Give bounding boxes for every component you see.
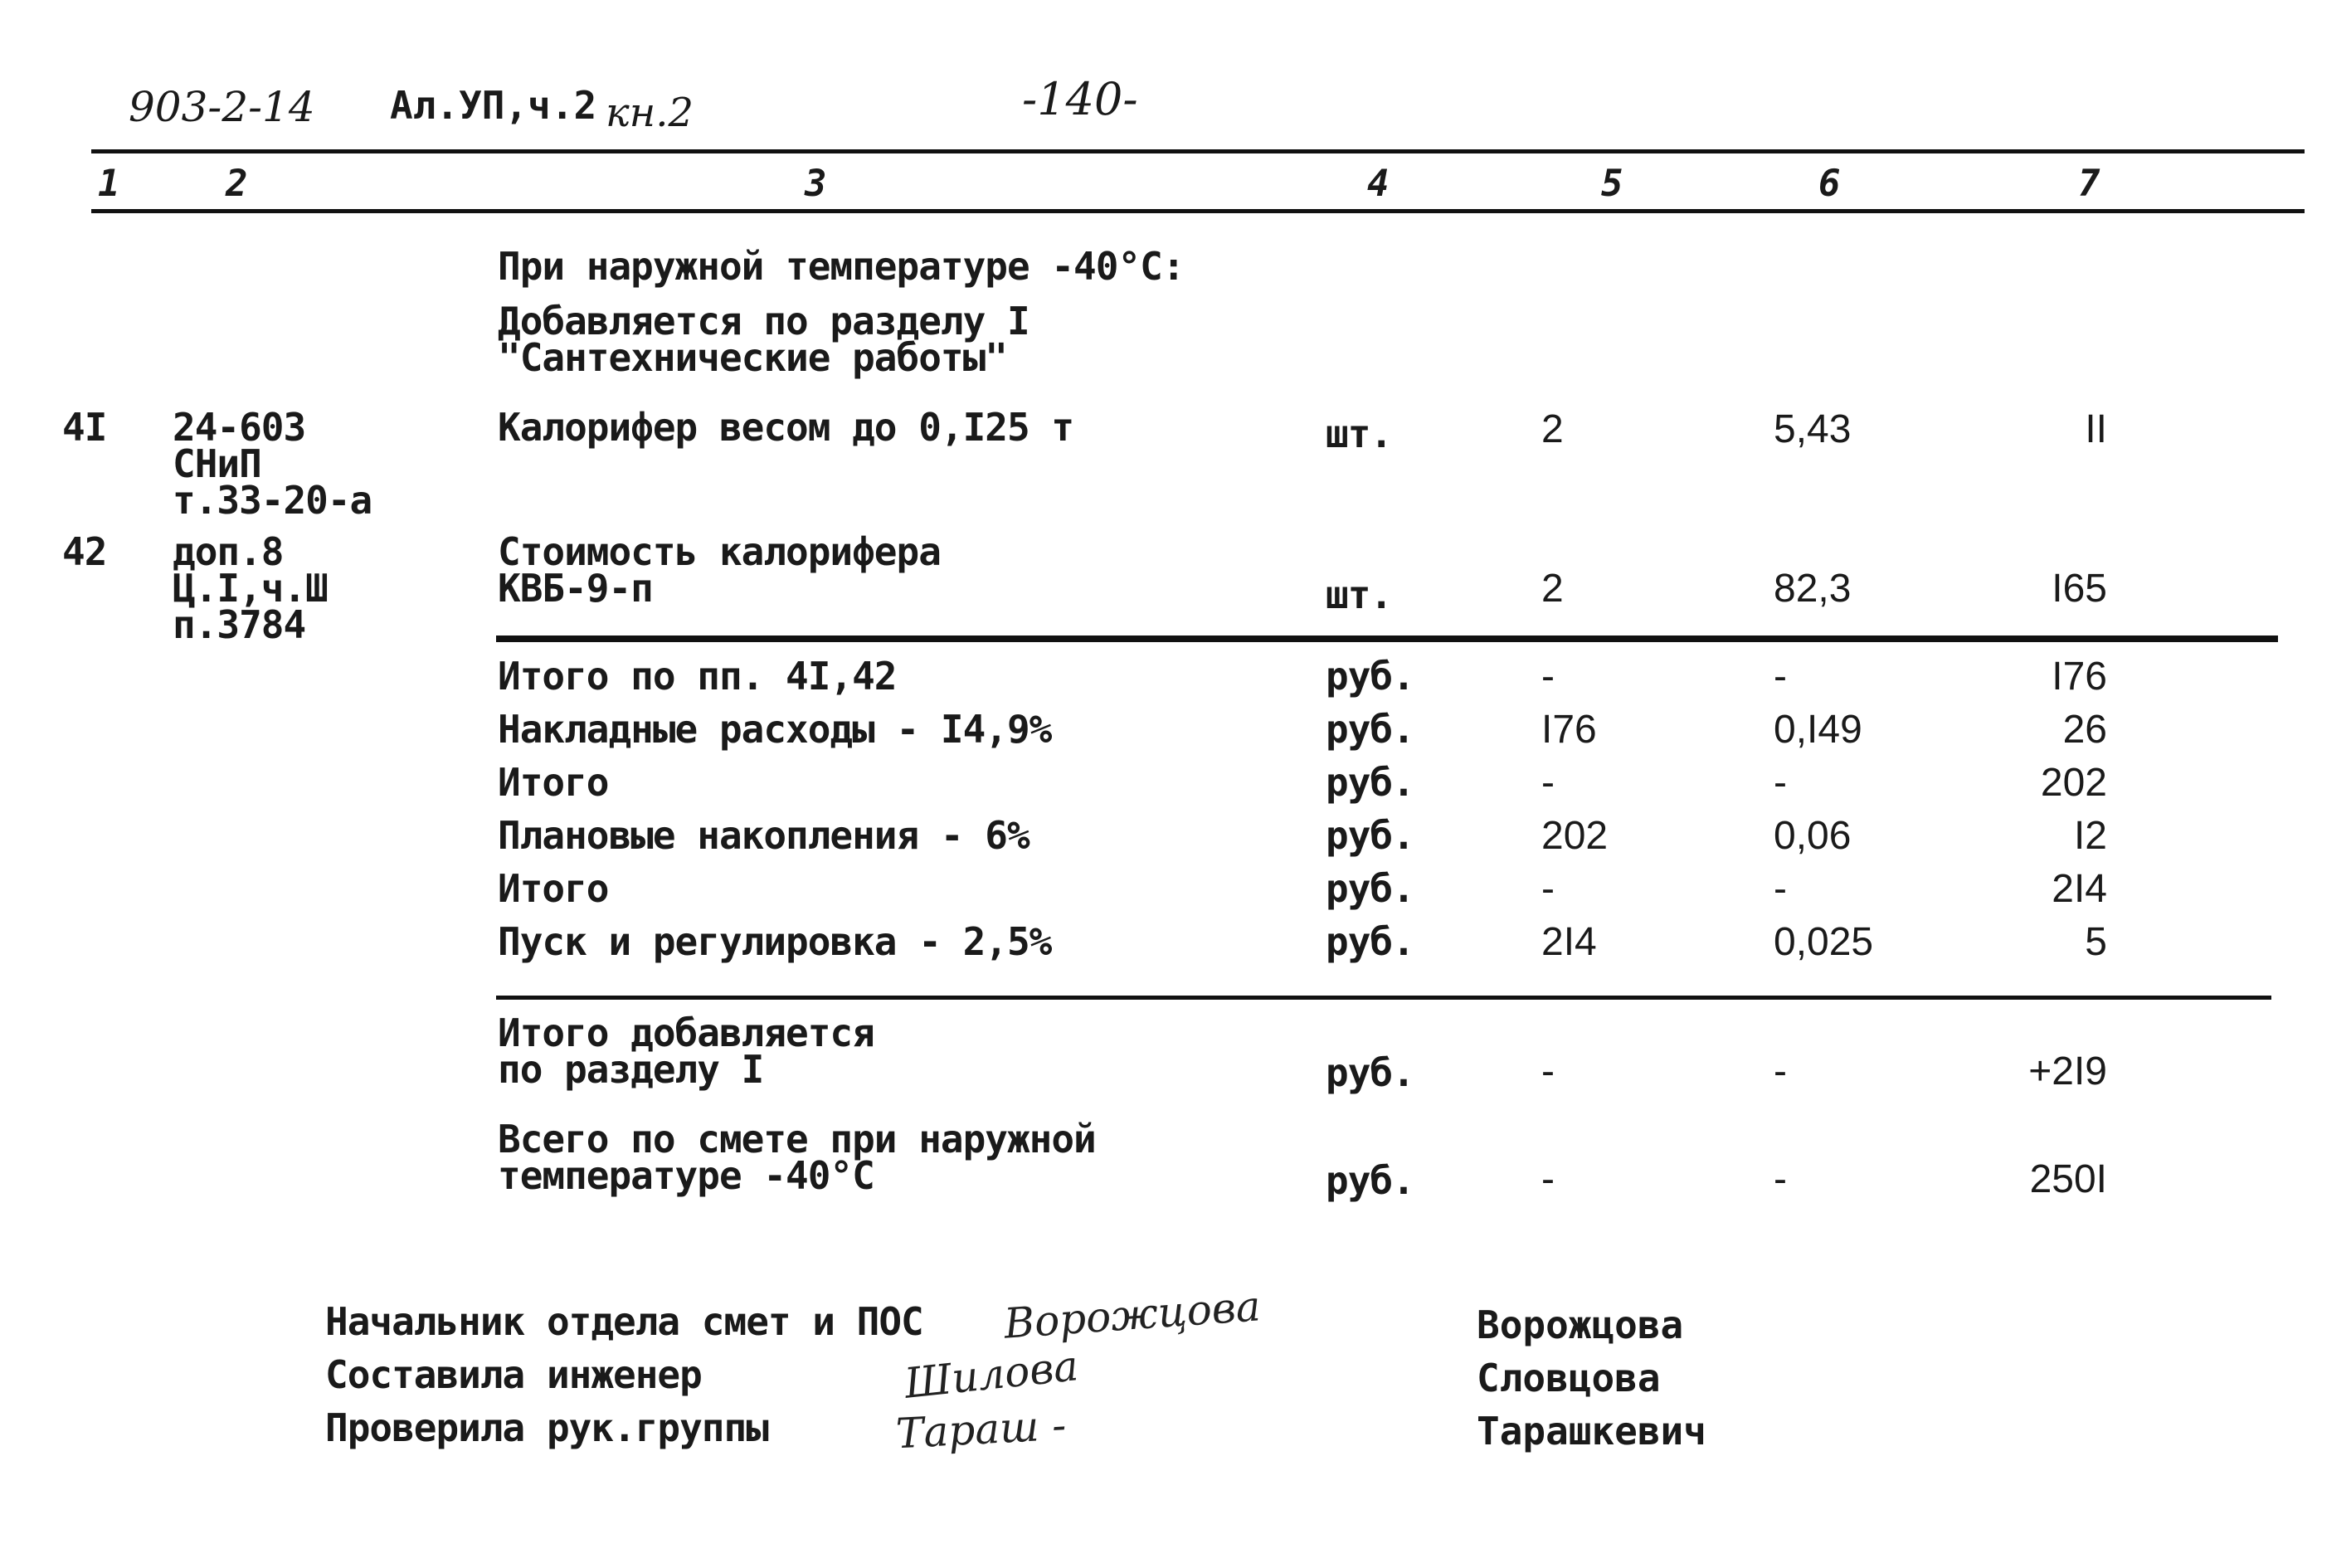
summary-label: Накладные расходы - I4,9%	[498, 707, 1052, 752]
total-unit: руб.	[1326, 1158, 1414, 1203]
total-rate: -	[1774, 1157, 1787, 1201]
total-label-line: Всего по смете при наружной	[498, 1117, 1096, 1161]
col-num-7: 7	[2078, 163, 2100, 205]
item-code-line: Ц.I,ч.Ш	[173, 566, 328, 611]
summary-base: -	[1541, 655, 1555, 699]
total-rate: -	[1774, 1049, 1787, 1093]
item-price: 5,43	[1774, 407, 1852, 451]
total-base: -	[1541, 1157, 1555, 1201]
summary-label: Итого	[498, 760, 609, 805]
col-num-2: 2	[226, 163, 248, 205]
summary-total: I76	[2052, 655, 2107, 699]
section-divider	[496, 635, 2278, 642]
item-total: II	[2085, 407, 2107, 451]
signature-name: Словцова	[1477, 1356, 1661, 1400]
summary-label: Итого по пп. 4I,42	[498, 654, 897, 699]
signature-name: Тарашкевич	[1477, 1409, 1706, 1454]
summary-unit: руб.	[1326, 707, 1414, 752]
header-rule-bottom	[91, 209, 2305, 213]
page-number: -140-	[1022, 73, 1138, 125]
total-amount: +2I9	[2028, 1049, 2107, 1093]
intro-line-3: "Сантехнические работы"	[498, 335, 1007, 380]
summary-unit: руб.	[1326, 866, 1414, 911]
item-description: Стоимость калорифера	[498, 529, 941, 574]
intro-line-1: При наружной температуре -40°С:	[498, 244, 1185, 289]
handwritten-signature: Шилова	[902, 1342, 1081, 1408]
item-code-line: т.33-20-а	[173, 478, 372, 523]
item-code-line: 24-603	[173, 405, 306, 450]
total-base: -	[1541, 1049, 1555, 1093]
signature-role: Начальник отдела смет и ПОС	[325, 1299, 923, 1344]
item-unit: шт.	[1326, 572, 1393, 617]
summary-base: -	[1541, 761, 1555, 805]
summary-rate: -	[1774, 655, 1787, 699]
summary-total: 2I4	[2052, 867, 2107, 911]
summary-base: 202	[1541, 814, 1609, 858]
item-description: Калорифер весом до 0,I25 т	[498, 405, 1074, 450]
item-code-line: доп.8	[173, 529, 284, 574]
handwritten-signature: Ворожцова	[1002, 1282, 1263, 1348]
item-qty: 2	[1541, 407, 1564, 451]
item-code-line: СНиП	[173, 441, 261, 486]
item-unit: шт.	[1326, 411, 1393, 456]
header-rule-top	[91, 149, 2305, 153]
album-ref: Ал.УП,ч.2	[390, 83, 597, 128]
item-total: I65	[2052, 567, 2107, 611]
doc-code: 903-2-14	[129, 83, 315, 131]
total-unit: руб.	[1326, 1050, 1414, 1095]
summary-unit: руб.	[1326, 760, 1414, 805]
signature-role: Составила инженер	[325, 1352, 702, 1397]
summary-label: Плановые накопления - 6%	[498, 813, 1029, 858]
item-no: 4I	[62, 405, 107, 450]
item-no: 42	[62, 529, 107, 574]
summary-base: -	[1541, 867, 1555, 911]
col-num-4: 4	[1367, 163, 1390, 205]
summary-base: 2I4	[1541, 920, 1597, 964]
col-num-3: 3	[805, 163, 827, 205]
total-amount: 250I	[2029, 1157, 2107, 1201]
summary-total: 202	[2040, 761, 2107, 805]
total-label-line: Итого добавляется	[498, 1010, 874, 1055]
signature-name: Ворожцова	[1477, 1303, 1684, 1347]
summary-rate: 0,06	[1774, 814, 1852, 858]
book-ref: кн.2	[606, 90, 694, 136]
summary-unit: руб.	[1326, 654, 1414, 699]
item-code-line: п.3784	[173, 602, 306, 647]
item-description: КВБ-9-п	[498, 566, 653, 611]
summary-label: Пуск и регулировка - 2,5%	[498, 919, 1052, 964]
summary-total: I2	[2073, 814, 2107, 858]
col-num-5: 5	[1601, 163, 1623, 205]
summary-unit: руб.	[1326, 813, 1414, 858]
summary-rate: 0,025	[1774, 920, 1874, 964]
summary-base: I76	[1541, 708, 1597, 752]
col-num-1: 1	[98, 163, 120, 205]
col-num-6: 6	[1818, 163, 1841, 205]
item-qty: 2	[1541, 567, 1564, 611]
summary-label: Итого	[498, 866, 609, 911]
summary-rate: 0,I49	[1774, 708, 1862, 752]
summary-total: 5	[2085, 920, 2107, 964]
totals-divider	[496, 996, 2271, 1000]
summary-rate: -	[1774, 761, 1787, 805]
signature-role: Проверила рук.группы	[325, 1405, 768, 1450]
total-label-line: по разделу I	[498, 1047, 764, 1092]
item-price: 82,3	[1774, 567, 1852, 611]
summary-total: 26	[2062, 708, 2107, 752]
total-label-line: температуре -40°С	[498, 1153, 874, 1198]
intro-line-2: Добавляется по разделу I	[498, 299, 1029, 343]
handwritten-signature: Тараш -	[894, 1400, 1068, 1458]
summary-rate: -	[1774, 867, 1787, 911]
summary-unit: руб.	[1326, 919, 1414, 964]
